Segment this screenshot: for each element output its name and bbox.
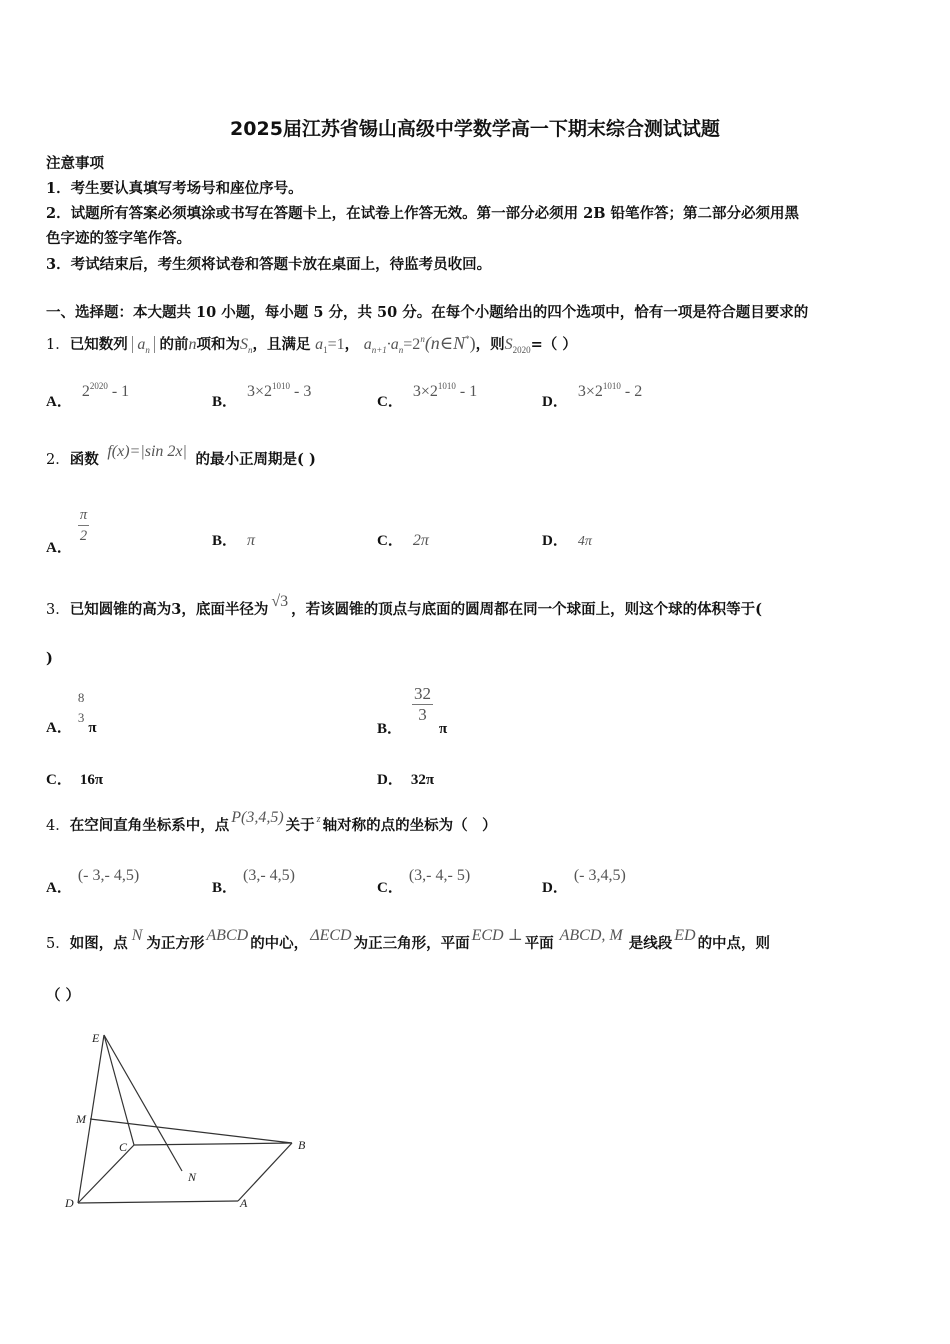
option-base: 3×2 xyxy=(247,383,273,400)
q5-text-6: 是线段 xyxy=(628,935,673,952)
q1-rec-sup: n xyxy=(420,334,425,344)
line-EN xyxy=(104,1035,182,1171)
option-tail: - 3 xyxy=(294,383,312,400)
option-label: A． xyxy=(46,720,72,736)
q2-text-1: 函数 xyxy=(69,451,99,468)
q3-text-1: 已知圆锥的高为3，底面半径为 xyxy=(69,601,269,618)
q4-text-2: 关于 xyxy=(285,817,315,834)
option-tail: - 1 xyxy=(111,383,130,400)
q1-sequence xyxy=(132,336,155,353)
option-value: 2π xyxy=(412,532,429,549)
q4-text-3: 轴对称的点的坐标为（ ） xyxy=(322,817,497,834)
question-1 xyxy=(46,333,577,355)
q4-point: P(3,4,5) xyxy=(231,809,284,826)
option-label: C． xyxy=(377,880,403,896)
notice-item-2: 2．试题所有答案必须填涂或书写在答题卡上，在试卷上作答无效。第一部分必须用 2B 铅笔作答；第二部分必须用黑 xyxy=(46,205,800,222)
q2-option-c[interactable] xyxy=(377,529,429,550)
option-label: D． xyxy=(377,772,403,788)
q1-sn-sub: n xyxy=(247,345,253,355)
q1-a1: a xyxy=(315,336,324,353)
q1-n: n xyxy=(188,336,197,353)
option-value: 16π xyxy=(79,772,104,788)
q5-text-8: （ ） xyxy=(46,987,81,1004)
question-3 xyxy=(46,593,762,619)
option-denominator: 2 xyxy=(79,528,88,544)
q4-text-1: 在空间直角坐标系中，点 xyxy=(69,817,230,834)
option-value: (3,- 4,- 5) xyxy=(408,867,471,884)
q1-rec-a-sub: n+1 xyxy=(371,345,387,355)
option-tail: - 2 xyxy=(624,383,643,400)
option-base: 3×2 xyxy=(412,383,438,400)
q5-ABCD: ABCD xyxy=(206,927,249,944)
label-M: M xyxy=(76,1112,86,1126)
q5-text-4: 为正三角形，平面 xyxy=(353,935,470,952)
q3-option-c[interactable] xyxy=(46,768,103,789)
option-base: 3×2 xyxy=(577,383,603,400)
q1-rec-mid: ·a xyxy=(386,336,399,353)
q1-option-c[interactable] xyxy=(377,381,478,411)
option-value: (- 3,4,5) xyxy=(573,867,626,884)
q5-text-1: 如图，点 xyxy=(69,935,128,952)
q1-sn: S xyxy=(239,336,248,353)
q4-number: 4． xyxy=(46,818,70,834)
q5-geometry-figure xyxy=(60,1025,330,1225)
option-value: π xyxy=(247,532,256,549)
q5-N: N xyxy=(131,927,143,944)
q1-an: a xyxy=(137,336,146,353)
label-C: C xyxy=(119,1140,128,1154)
line-BA xyxy=(238,1143,292,1201)
option-label: A． xyxy=(46,539,72,556)
option-label: A． xyxy=(46,394,72,410)
q5-text-5: 平面 xyxy=(524,935,554,952)
option-value: (- 3,- 4,5) xyxy=(77,867,140,884)
option-label: C． xyxy=(46,772,72,788)
option-label: B． xyxy=(377,720,403,737)
notice-item-2-cont: 色字迹的签字笔作答。 xyxy=(46,230,191,247)
option-sup: 1010 xyxy=(272,381,291,391)
q3-option-b[interactable] xyxy=(377,684,448,737)
label-B: B xyxy=(298,1138,306,1152)
q2-option-a[interactable] xyxy=(46,505,89,556)
q1-number: 1． xyxy=(46,337,70,353)
q1-text-6: =（ ） xyxy=(530,336,577,353)
q4-axis: z xyxy=(316,814,321,825)
option-denominator: 3 xyxy=(77,710,85,725)
option-sup: 1010 xyxy=(602,381,621,391)
option-label: C． xyxy=(377,533,403,549)
option-numerator: π xyxy=(78,505,89,526)
option-value: 4π xyxy=(577,534,592,549)
notice-item-1: 1．考生要认真填写考场号和座位序号。 xyxy=(46,180,303,197)
q1-text-1: 已知数列 xyxy=(69,336,128,353)
option-label: A． xyxy=(46,880,72,896)
q5-ECD-perp: ECD ⊥ xyxy=(471,927,523,944)
question-5 xyxy=(46,927,771,953)
label-A: A xyxy=(240,1196,248,1210)
section-heading: 一、选择题：本大题共 10 小题，每小题 5 分，共 50 分。在每个小题给出的四个选项中，恰有一项是符合题目要求的 xyxy=(46,304,809,321)
question-4 xyxy=(46,809,497,835)
option-tail: π xyxy=(439,720,448,737)
line-DA xyxy=(78,1201,238,1203)
option-label: B． xyxy=(212,880,238,896)
q3-option-d[interactable] xyxy=(377,768,434,789)
page-title: 2025届江苏省锡山高级中学数学高一下期末综合测试试题 xyxy=(230,118,720,140)
q4-option-b[interactable] xyxy=(212,867,295,897)
label-E: E xyxy=(92,1031,100,1045)
q1-rec-eq: =2 xyxy=(403,336,421,353)
q1-rec-mid-sub: n xyxy=(398,345,404,355)
q2-option-d[interactable] xyxy=(542,529,592,550)
q1-rec-close: ) xyxy=(469,333,476,353)
q3-text-3: ) xyxy=(46,650,53,667)
q3-text-2: ，若该圆锥的顶点与底面的圆周都在同一个球面上，则这个球的体积等于( xyxy=(291,601,762,618)
label-D: D xyxy=(65,1196,74,1210)
q1-text-2: 的前 xyxy=(159,336,189,353)
option-numerator: 8 xyxy=(77,690,85,705)
option-label: D． xyxy=(542,880,568,896)
q2-text-2: 的最小正周期是( ) xyxy=(195,451,316,468)
q2-option-b[interactable] xyxy=(212,529,255,550)
line-EC xyxy=(104,1035,134,1145)
option-label: B． xyxy=(212,394,238,410)
q1-rec-a: a xyxy=(363,336,372,353)
question-2 xyxy=(46,443,316,469)
q5-ECD: ΔECD xyxy=(310,927,352,944)
q4-option-a[interactable] xyxy=(46,867,140,897)
q1-rec-cond: (n∈N xyxy=(424,333,466,353)
option-value: 32π xyxy=(410,772,435,788)
q1-text-4: ，且满足 xyxy=(252,336,311,353)
q2-number: 2． xyxy=(46,452,70,468)
q1-an-sub: n xyxy=(145,345,150,355)
q5-ED: ED xyxy=(674,927,696,944)
q1-rec-cond-sup: * xyxy=(465,334,470,344)
q5-text-2: 为正方形 xyxy=(146,935,205,952)
line-CB xyxy=(134,1143,292,1145)
q1-option-b[interactable] xyxy=(212,381,312,411)
q1-a1-sub: 1 xyxy=(323,345,328,355)
q5-ABCDM: ABCD, M xyxy=(559,927,623,944)
q1-text-5: ，则 xyxy=(475,336,505,353)
option-tail: - 1 xyxy=(459,383,478,400)
q1-s2020-sub: 2020 xyxy=(512,345,531,355)
notice-item-3: 3．考试结束后，考生须将试卷和答题卡放在桌面上，待监考员收回。 xyxy=(46,256,492,273)
option-label: C． xyxy=(377,394,403,410)
label-N: N xyxy=(188,1170,197,1184)
option-label: B． xyxy=(212,533,238,549)
q1-comma: ， xyxy=(344,336,360,353)
option-base: 2 xyxy=(81,383,90,400)
q1-text-3: 项和为 xyxy=(196,336,240,353)
option-label: D． xyxy=(542,533,568,549)
q5-text-3: 的中心， xyxy=(250,935,309,952)
q1-option-a[interactable] xyxy=(46,381,130,411)
q4-option-c[interactable] xyxy=(377,867,471,897)
q3-option-a[interactable] xyxy=(46,688,97,736)
option-value: (3,- 4,5) xyxy=(243,867,295,884)
q3-number: 3． xyxy=(46,602,70,618)
q1-a1-eq: =1 xyxy=(327,336,345,353)
option-sup: 2020 xyxy=(89,381,108,391)
q1-option-d[interactable] xyxy=(542,381,643,411)
notice-heading: 注意事项 xyxy=(46,155,104,172)
option-sup: 1010 xyxy=(437,381,456,391)
q4-option-d[interactable] xyxy=(542,867,626,897)
q3-root: √3 xyxy=(271,593,289,610)
q5-number: 5． xyxy=(46,936,70,952)
option-numerator: 32 xyxy=(414,684,432,703)
q2-expression: f(x)=|sin 2x| xyxy=(107,443,187,460)
option-tail: π xyxy=(88,720,97,736)
option-denominator: 3 xyxy=(418,705,427,724)
q1-s2020: S xyxy=(504,336,513,353)
option-label: D． xyxy=(542,394,568,410)
q5-text-7: 的中点，则 xyxy=(697,935,771,952)
